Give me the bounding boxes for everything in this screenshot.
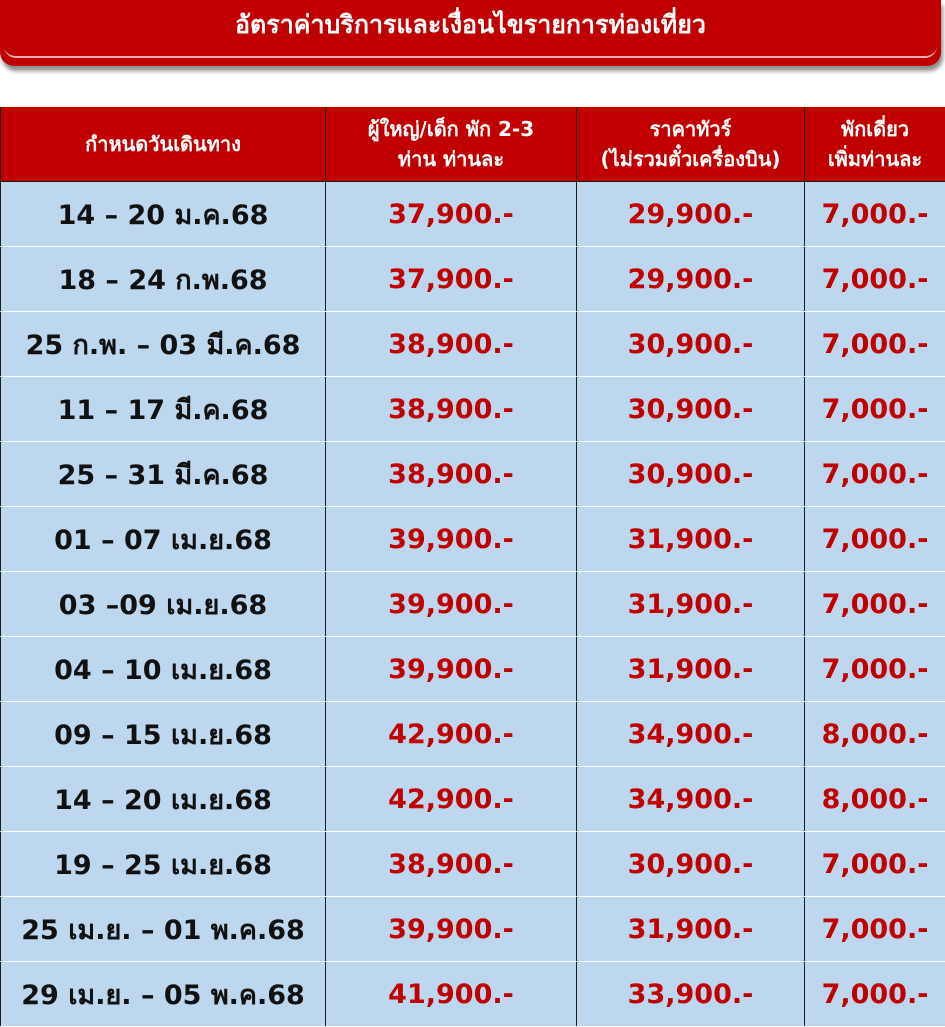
- cell-adult-child-price: 41,900.-: [326, 962, 577, 1027]
- cell-travel-date: 14 – 20 เม.ย.68: [1, 767, 326, 832]
- cell-adult-child-price: 38,900.-: [326, 377, 577, 442]
- cell-tour-price: 29,900.-: [577, 247, 805, 312]
- table-row: [1, 832, 945, 897]
- cell-single-supplement: 7,000.-: [805, 507, 945, 572]
- header-line: (ไม่รวมตั๋วเครื่องบิน): [579, 144, 802, 174]
- header-line: พักเดี่ยว: [807, 114, 943, 144]
- header-line: เพิ่มท่านละ: [807, 144, 943, 174]
- cell-travel-date: 25 เม.ย. – 01 พ.ค.68: [1, 897, 326, 962]
- cell-adult-child-price: 39,900.-: [326, 637, 577, 702]
- cell-tour-price: 33,900.-: [577, 962, 805, 1027]
- cell-tour-price: 29,900.-: [577, 182, 805, 247]
- cell-single-supplement: 7,000.-: [805, 832, 945, 897]
- cell-travel-date: 25 – 31 มี.ค.68: [1, 442, 326, 507]
- table-row: [1, 507, 945, 572]
- cell-adult-child-price: 37,900.-: [326, 247, 577, 312]
- cell-tour-price: 31,900.-: [577, 572, 805, 637]
- cell-tour-price: 34,900.-: [577, 702, 805, 767]
- cell-tour-price: 31,900.-: [577, 897, 805, 962]
- title-banner-highlight: [4, 0, 937, 58]
- cell-single-supplement: 7,000.-: [805, 182, 945, 247]
- cell-travel-date: 14 – 20 ม.ค.68: [1, 182, 326, 247]
- cell-travel-date: 18 – 24 ก.พ.68: [1, 247, 326, 312]
- cell-adult-child-price: 38,900.-: [326, 312, 577, 377]
- table-row: [1, 702, 945, 767]
- cell-single-supplement: 8,000.-: [805, 767, 945, 832]
- header-tour-price: [577, 107, 805, 182]
- table-row: [1, 572, 945, 637]
- cell-adult-child-price: 38,900.-: [326, 442, 577, 507]
- cell-travel-date: 25 ก.พ. – 03 มี.ค.68: [1, 312, 326, 377]
- cell-single-supplement: 7,000.-: [805, 637, 945, 702]
- cell-travel-date: 19 – 25 เม.ย.68: [1, 832, 326, 897]
- cell-adult-child-price: 37,900.-: [326, 182, 577, 247]
- cell-tour-price: 30,900.-: [577, 312, 805, 377]
- cell-tour-price: 30,900.-: [577, 832, 805, 897]
- cell-adult-child-price: 39,900.-: [326, 572, 577, 637]
- price-table: [0, 107, 945, 1027]
- cell-travel-date: 09 – 15 เม.ย.68: [1, 702, 326, 767]
- cell-single-supplement: 7,000.-: [805, 897, 945, 962]
- cell-single-supplement: 7,000.-: [805, 572, 945, 637]
- cell-travel-date: 03 –09 เม.ย.68: [1, 572, 326, 637]
- table-row: [1, 312, 945, 377]
- header-line: ผู้ใหญ่/เด็ก พัก 2-3: [328, 114, 574, 144]
- table-row: [1, 897, 945, 962]
- table-row: [1, 442, 945, 507]
- cell-tour-price: 31,900.-: [577, 637, 805, 702]
- table-row: [1, 637, 945, 702]
- cell-adult-child-price: 39,900.-: [326, 897, 577, 962]
- cell-single-supplement: 7,000.-: [805, 962, 945, 1027]
- cell-travel-date: 11 – 17 มี.ค.68: [1, 377, 326, 442]
- table-header-row: [1, 107, 945, 182]
- cell-travel-date: 04 – 10 เม.ย.68: [1, 637, 326, 702]
- header-travel-date: [1, 107, 326, 182]
- cell-tour-price: 31,900.-: [577, 507, 805, 572]
- cell-tour-price: 34,900.-: [577, 767, 805, 832]
- table-row: [1, 377, 945, 442]
- header-adult-child-price: [326, 107, 577, 182]
- cell-travel-date: 29 เม.ย. – 05 พ.ค.68: [1, 962, 326, 1027]
- header-line: ราคาทัวร์: [579, 114, 802, 144]
- header-line: กำหนดวันเดินทาง: [3, 129, 323, 159]
- page-title: อัตราค่าบริการและเงื่อนไขรายการท่องเที่ยว: [235, 10, 706, 39]
- cell-adult-child-price: 42,900.-: [326, 702, 577, 767]
- table-row: [1, 182, 945, 247]
- cell-single-supplement: 7,000.-: [805, 442, 945, 507]
- cell-travel-date: 01 – 07 เม.ย.68: [1, 507, 326, 572]
- header-line: ท่าน ท่านละ: [328, 144, 574, 174]
- cell-adult-child-price: 42,900.-: [326, 767, 577, 832]
- table-row: [1, 767, 945, 832]
- header-single-supplement: [805, 107, 945, 182]
- cell-single-supplement: 8,000.-: [805, 702, 945, 767]
- cell-adult-child-price: 39,900.-: [326, 507, 577, 572]
- cell-adult-child-price: 38,900.-: [326, 832, 577, 897]
- cell-single-supplement: 7,000.-: [805, 312, 945, 377]
- table-body: [1, 182, 945, 1027]
- cell-single-supplement: 7,000.-: [805, 247, 945, 312]
- title-banner: [0, 0, 941, 66]
- table-row: [1, 962, 945, 1027]
- cell-tour-price: 30,900.-: [577, 442, 805, 507]
- table-row: [1, 247, 945, 312]
- cell-single-supplement: 7,000.-: [805, 377, 945, 442]
- cell-tour-price: 30,900.-: [577, 377, 805, 442]
